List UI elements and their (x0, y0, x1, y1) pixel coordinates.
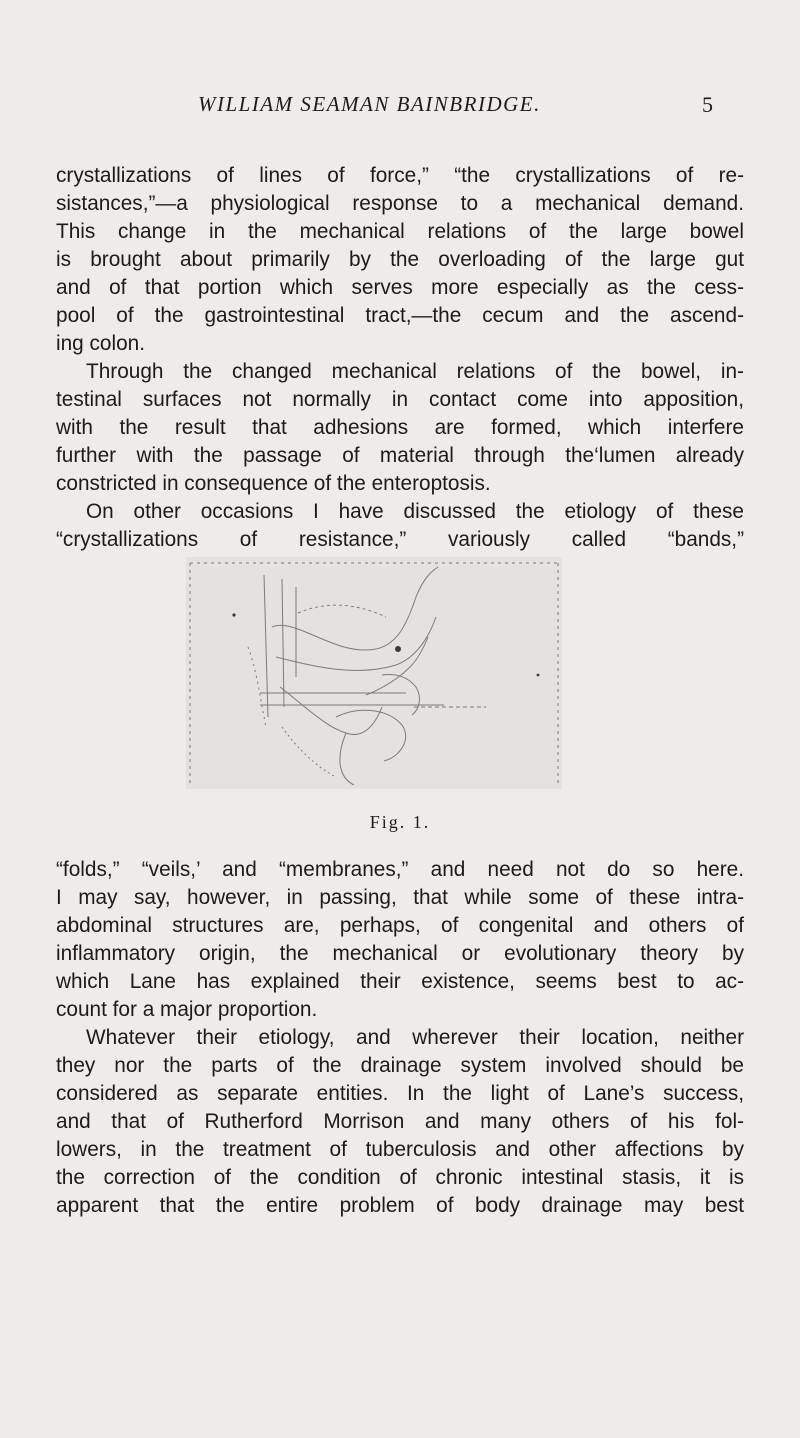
paragraph (56, 498, 744, 554)
text-line: pool of the gastrointestinal tract,—the cecum and the ascend- (56, 304, 744, 327)
text-line: ing colon. (56, 332, 146, 355)
text-line: I may say, however, in passing, that while some of these intra- (56, 886, 744, 909)
running-title: WILLIAM SEAMAN BAINBRIDGE. (198, 92, 541, 116)
page-number: 5 (702, 92, 713, 117)
text-line: and that of Rutherford Morrison and many others of his fol- (56, 1110, 744, 1133)
text-line: apparent that the entire problem of body drainage may best (56, 1194, 744, 1217)
text-line: On other occasions I have discussed the etiology of these (86, 500, 744, 523)
text-line: Whatever their etiology, and wherever their location, neither (86, 1026, 744, 1049)
text-line: they nor the parts of the drainage system involved should be (56, 1054, 744, 1077)
text-line: sistances,”—a physiological response to a mechanical demand. (56, 192, 744, 215)
text-line: crystallizations of lines of force,” “the crystallizations of re- (56, 164, 744, 187)
text-line: the correction of the condition of chronic intestinal stasis, it is (56, 1166, 744, 1189)
paragraph (56, 162, 744, 358)
text-line: further with the passage of material through the‘lumen already (56, 444, 744, 467)
text-line: testinal surfaces not normally in contact come into apposition, (56, 388, 744, 411)
body-text-top (56, 162, 744, 554)
text-line: count for a major proportion. (56, 998, 318, 1021)
text-line: which Lane has explained their existence, seems best to ac- (56, 970, 744, 993)
paragraph (56, 358, 744, 498)
text-line: considered as separate entities. In the light of Lane’s success, (56, 1082, 744, 1105)
paragraph (56, 1024, 744, 1220)
text-line: This change in the mechanical relations of the large bowel (56, 220, 744, 243)
figure-illustration (186, 557, 562, 789)
text-line: abdominal structures are, perhaps, of congenital and others of (56, 914, 744, 937)
text-line: “crystallizations of resistance,” variously called “bands,” (56, 528, 744, 551)
paragraph (56, 856, 744, 1024)
text-line: “folds,” “veils,’ and “membranes,” and need not do so here. (56, 858, 744, 881)
figure-caption: Fig. 1. (369, 812, 431, 832)
anatomical-diagram (186, 557, 562, 789)
text-line: inflammatory origin, the mechanical or evolutionary theory by (56, 942, 744, 965)
text-line: and of that portion which serves more especially as the cess- (56, 276, 744, 299)
figure-background (186, 557, 562, 789)
text-line: is brought about primarily by the overloading of the large gut (56, 248, 744, 271)
text-line: with the result that adhesions are formed, which interfere (56, 416, 744, 439)
text-line: constricted in consequence of the enteroptosis. (56, 472, 491, 495)
text-line: lowers, in the treatment of tuberculosis and other affections by (56, 1138, 744, 1161)
body-text-bottom (56, 856, 744, 1220)
text-line: Through the changed mechanical relations of the bowel, in- (86, 360, 744, 383)
